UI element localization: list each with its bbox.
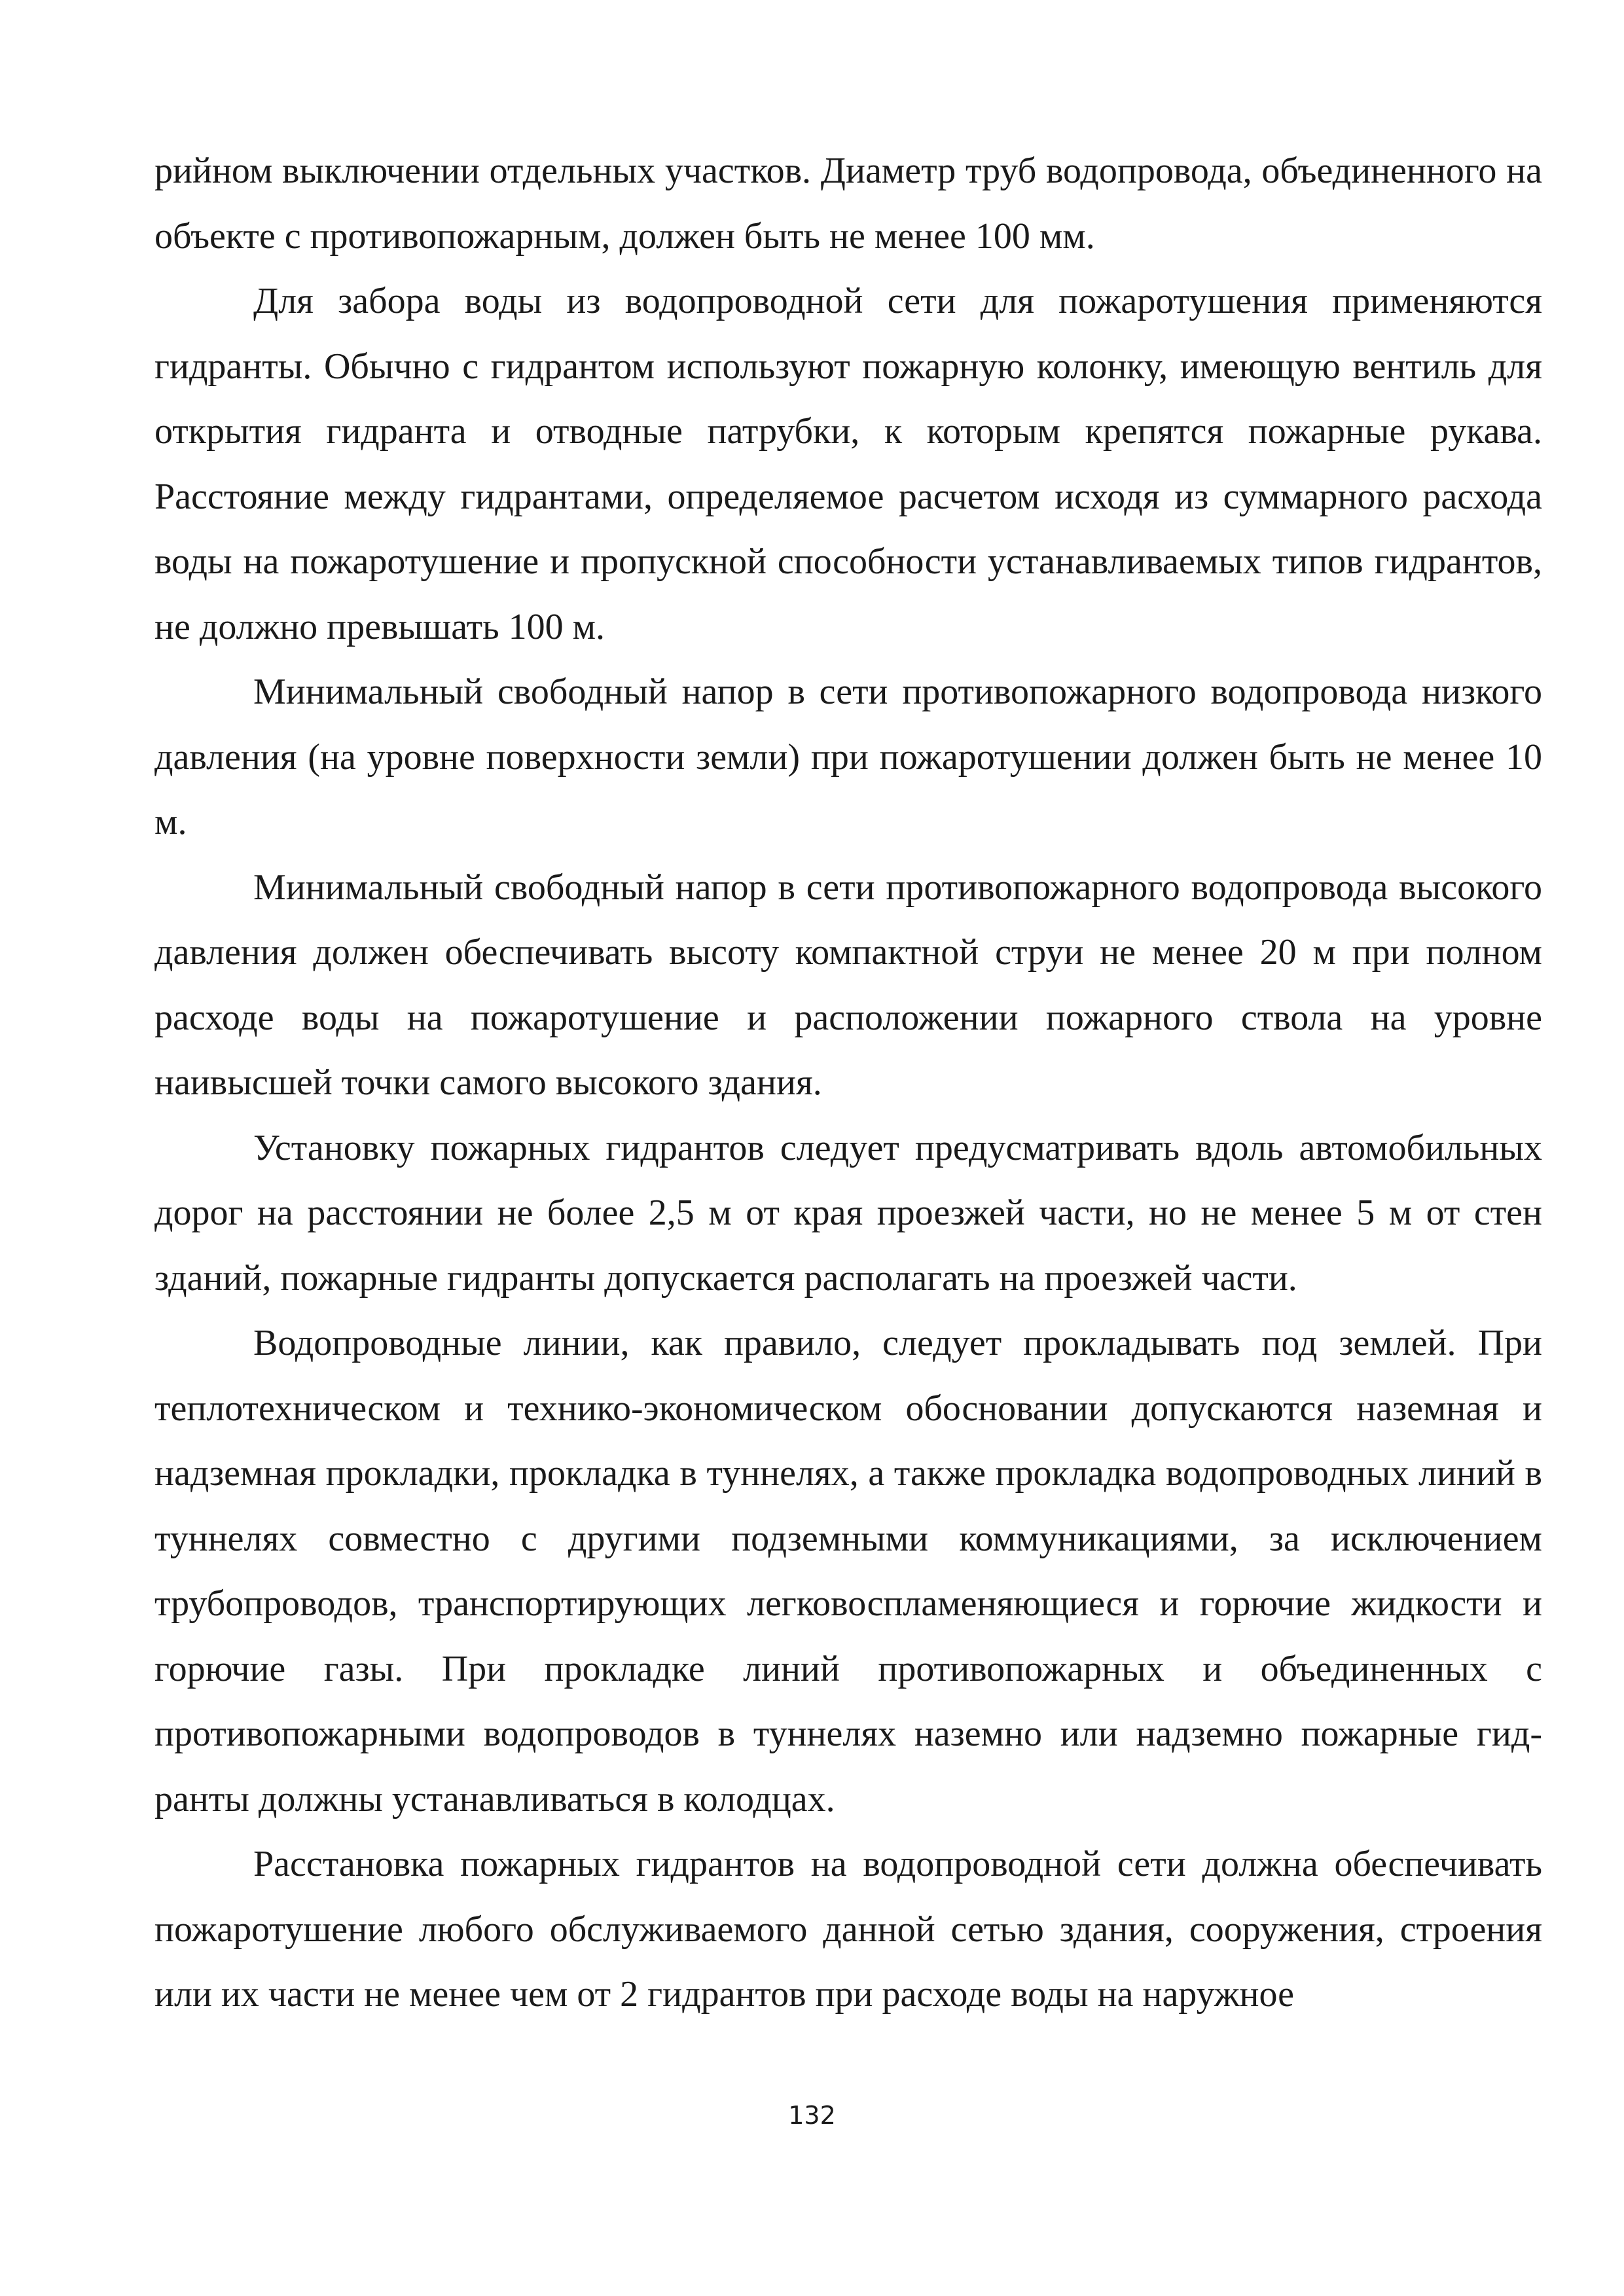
paragraph: Расстановка пожарных гидрантов на водопроводной сети должна обеспечивать пожаротушение любого обслуживаемого данной сетью здания, сооружения, строения или их части не менее чем от 2 гидрантов при расходе воды на наружное	[154, 1844, 1542, 2015]
paragraph: рийном выключении отдельных участков. Диаметр труб водопровода, объединенного на объекте с противопожарным, должен быть не менее 100 мм.	[154, 151, 1542, 257]
paragraph: Минимальный свободный напор в сети противопожарного водопровода низкого давления (на уровне поверхности земли) при пожаротушении должен быть не менее 10 м.	[154, 672, 1542, 842]
paragraph: Водопроводные линии, как правило, следует прокладывать под землей. При теплотехническом и технико-экономическом обосновании допускаются наземная и надземная прокладки, прокладка в туннелях, а также прокладка водопроводных линий в туннелях совместно с другими подземными коммуникациями, за исключением трубопроводов, транспортирующих легковоспламеняющиеся и горючие жидкости и горючие газы. При прокладке линий противопожарных и объединенных с противопожарными водопроводов в туннелях наземно или надземно пожарные гидранты должны устанавливаться в колодцах.	[154, 1323, 1542, 1820]
body-text	[154, 139, 1542, 2028]
paragraph: Установку пожарных гидрантов следует предусматривать вдоль автомобильных дорог на расстоянии не более 2,5 м от края проезжей части, но не менее 5 м от стен зданий, пожарные гидранты допускается располагать на проезжей части.	[154, 1127, 1542, 1299]
paragraph: Для забора воды из водопроводной сети для пожаротушения применяются гидранты. Обычно с гидрантом используют пожарную колонку, имеющую вентиль для открытия гидранта и отводные патрубки, к которым крепятся пожарные рукава. Расстояние между гидрантами, определяемое расчетом исходя из суммарного расхода воды на пожаротушение и пропускной способности устанавливаемых типов гидрантов, не должно превышать 100 м.	[154, 281, 1542, 647]
page-number: 132	[788, 2101, 836, 2130]
paragraph: Минимальный свободный напор в сети противопожарного водопровода высокого давления должен обеспечивать высоту компактной струи не менее 20 м при полном расходе воды на пожаротушение и расположении пожарного ствола на уровне наивысшей точки самого высокого здания.	[154, 867, 1542, 1103]
